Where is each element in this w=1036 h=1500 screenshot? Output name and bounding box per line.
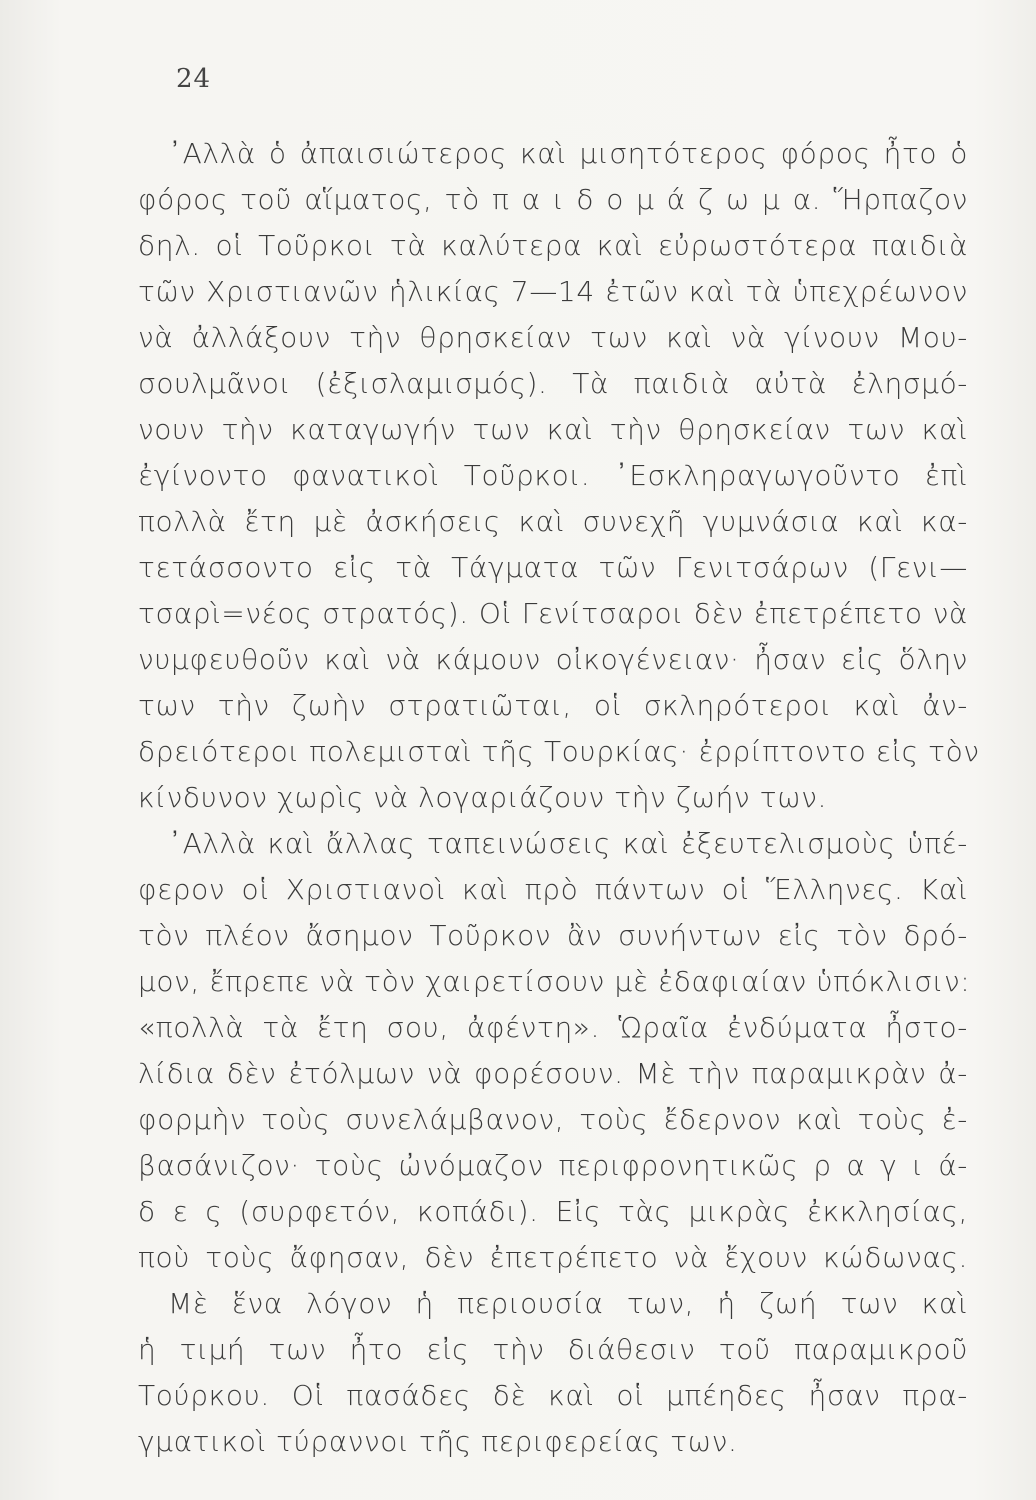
text-line: δ ε ς (συρφετόν, κοπάδι). Εἰς τὰς μικρὰς ἐκκλησίας,	[138, 1195, 968, 1228]
text-line: τετάσσοντο εἰς τὰ Τάγματα τῶν Γενιτσάρων (Γενι—	[138, 551, 968, 584]
text-line: γματικοὶ τύραννοι τῆς περιφερείας των.	[138, 1425, 738, 1458]
text-line: λίδια δὲν ἐτόλμων νὰ φορέσουν. Μὲ τὴν παραμικρὰν ἀ-	[138, 1057, 968, 1090]
text-line: φορμὴν τοὺς συνελάμβανον, τοὺς ἔδερνον καὶ τοὺς ἐ-	[138, 1103, 968, 1136]
text-line: «πολλὰ τὰ ἔτη σου, ἀφέντη». Ὡραῖα ἐνδύματα ἦστο-	[138, 1011, 968, 1044]
text-line: τῶν Χριστιανῶν ἡλικίας 7—14 ἐτῶν καὶ τὰ ὑπεχρέωνον	[138, 275, 968, 308]
text-line: πολλὰ ἔτη μὲ ἀσκήσεις καὶ συνεχῆ γυμνάσια καὶ κα-	[138, 505, 968, 538]
text-line: μον, ἔπρεπε νὰ τὸν χαιρετίσουν μὲ ἐδαφιαίαν ὑπόκλισιν:	[138, 965, 971, 998]
text-line: ἡ τιμή των ἦτο εἰς τὴν διάθεσιν τοῦ παραμικροῦ	[138, 1333, 968, 1366]
text-line: σουλμᾶνοι (ἐξισλαμισμός). Τὰ παιδιὰ αὐτὰ ἐλησμό-	[138, 367, 968, 400]
text-line: δρειότεροι πολεμισταὶ τῆς Τουρκίας· ἐρρίπτοντο εἰς τὸν	[138, 735, 980, 768]
text-line: ᾿Αλλὰ καὶ ἄλλας ταπεινώσεις καὶ ἐξευτελισμοὺς ὑπέ-	[168, 827, 968, 860]
text-line: βασάνιζον· τοὺς ὠνόμαζον περιφρονητικῶς ρ α γ ι ά-	[138, 1149, 968, 1182]
text-line: νὰ ἀλλάξουν τὴν θρησκείαν των καὶ νὰ γίνουν Μου-	[138, 321, 968, 354]
text-line: ποὺ τοὺς ἄφησαν, δὲν ἐπετρέπετο νὰ ἔχουν κώδωνας.	[138, 1241, 968, 1274]
text-line: δηλ. οἱ Τοῦρκοι τὰ καλύτερα καὶ εὐρωστότερα παιδιὰ	[138, 229, 968, 262]
text-line: νυμφευθοῦν καὶ νὰ κάμουν οἰκογένειαν· ἦσαν εἰς ὅλην	[138, 643, 968, 676]
text-line: Μὲ ἕνα λόγον ἡ περιουσία των, ἡ ζωή των καὶ	[168, 1287, 968, 1320]
text-line: ᾿Αλλὰ ὁ ἀπαισιώτερος καὶ μισητότερος φόρος ἦτο ὁ	[168, 137, 968, 170]
text-line: των τὴν ζωὴν στρατιῶται, οἱ σκληρότεροι καὶ ἀν-	[138, 689, 968, 722]
text-line: Τούρκου. Οἱ πασάδες δὲ καὶ οἱ μπέηδες ἦσαν πρα-	[138, 1379, 968, 1412]
text-line: τσαρὶ=νέος στρατός). Οἱ Γενίτσαροι δὲν ἐπετρέπετο νὰ	[138, 597, 968, 630]
text-line: φόρος τοῦ αἵματος, τὸ π α ι δ ο μ ά ζ ω μ α. Ἥρπαζον	[138, 183, 968, 216]
text-line: φερον οἱ Χριστιανοὶ καὶ πρὸ πάντων οἱ Ἕλληνες. Καὶ	[138, 873, 968, 906]
text-line: κίνδυνον χωρὶς νὰ λογαριάζουν τὴν ζωήν των.	[138, 781, 828, 814]
text-line: τὸν πλέον ἄσημον Τοῦρκον ἂν συνήντων εἰς τὸν δρό-	[138, 919, 968, 952]
text-line: ἐγίνοντο φανατικοὶ Τοῦρκοι. ᾿Εσκληραγωγοῦντο ἐπὶ	[138, 459, 968, 492]
text-line: νουν τὴν καταγωγήν των καὶ τὴν θρησκείαν των καὶ	[138, 413, 968, 446]
page-number: 24	[176, 64, 212, 94]
